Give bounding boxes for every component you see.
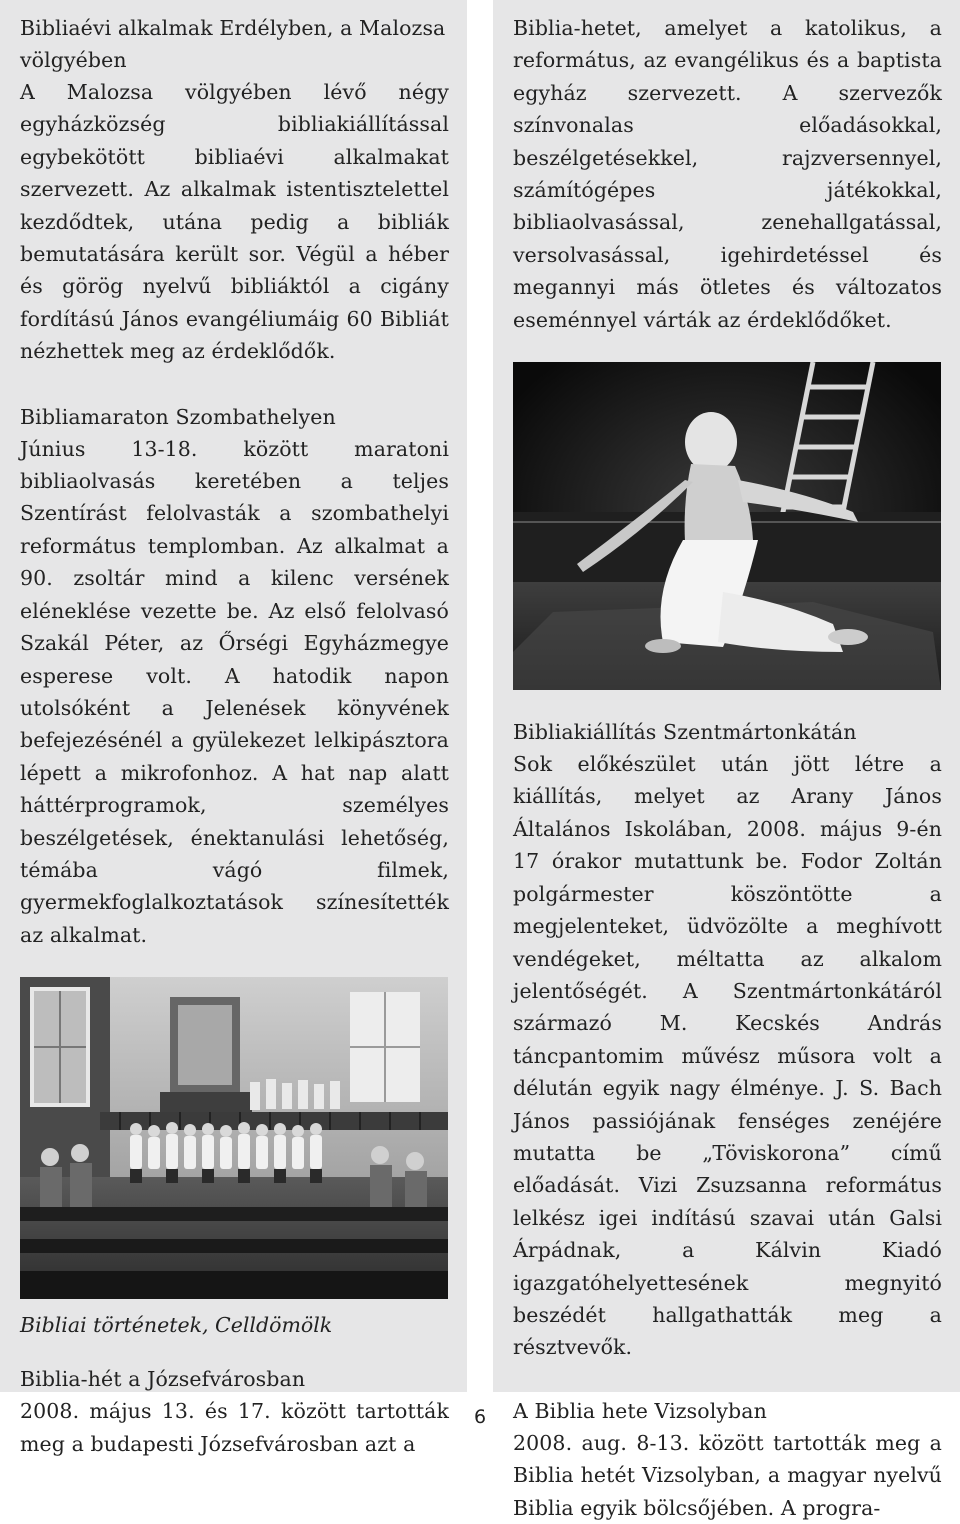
church-photo-image [20,977,448,1299]
article-body: Június 13-18. között maratoni bibliaolvasás keretében a teljes Szentírást felolvasták a szombathelyi református templomban. Az alkalmat a 90. zsoltár mind a kilenc versének eléneklése vezette be. Az első felolvasó Szakál Péter, az Őrségi Egyházmegye esperese volt. A hatodik napon utolsóként a Jelenések könyvének befejezésénél a gyülekezet lelkipásztora lépett a mikrofonhoz. A hat nap alatt háttérprogramok, személyes beszélgetések, énektanulási lehetőség, témába vágó filmek, gyermekfoglalkoztatások színesítették az alkalmat. [20,436,449,947]
right-column [493,0,960,1520]
article-szombathely [20,401,449,952]
article-title: Bibliamaraton Szombathelyen [20,404,336,429]
church-photo [20,977,448,1299]
article-title: Bibliakiállítás Szentmártonkátán [513,720,857,745]
article-body: Biblia-hetet, amelyet a katolikus, a református, az evangélikus és a baptista egyház szervezett. A szervezők színvonalas előadásokkal, beszélgetésekkel, rajzversennyel, számítógépes játékokkal, bibliaolvasással, zenehallgatással, versolvasással, igehirdetéssel és megannyi más ötletes és változatos eseménnyel várták az érdeklődőket. [513,16,942,332]
article-title: A Biblia hete Vizsolyban [513,1398,767,1423]
pantomime-photo-image [513,362,941,690]
page-number: 6 [473,1406,487,1428]
article-title: Bibliaévi alkalmak Erdélyben, a Malozsa völgyében [20,16,446,72]
article-szentmarton [513,716,942,1364]
article-body: 2008. aug. 8-13. között tartották meg a Biblia hetét Vizsolyban, a magyar nyelvű Biblia egyik bölcsőjében. A progra- [513,1430,942,1520]
left-column [0,0,467,1456]
article-title: Biblia-hét a Józsefvárosban [20,1367,306,1392]
photo-caption: Bibliai történetek, Celldömölk [20,1313,333,1338]
article-body: 2008. május 13. és 17. között tartották meg a budapesti Józsefvárosban azt a [20,1399,449,1456]
pantomime-photo [513,362,941,690]
article-body: Sok előkészület után jött létre a kiállítás, melyet az Arany János Általános Iskolában, 2008. május 9-én 17 órakor mutattunk be. Fodor Zoltán polgármester köszöntötte a megjelenteket, üdvözölte a meghívott vendégeket, méltatta az alkalom jelentőségét. A Szentmártonkátáról származó M. Kecskés András táncpantomim művész műsora volt a délután egyik nagy élménye. J. S. Bach János passiójának fenséges zenéjére mutatta be „Töviskorona” című előadását. Vizi Zsuzsanna református lelkész igei indítású szavai után Galsi Árpádnak, a Kálvin Kiadó igazgatóhelyettesének megnyitó beszédét hallgathatták meg a résztvevők. [513,752,942,1360]
article-body: A Malozsa völgyében lévő négy egyházközség bibliakiállítással egybekötött bibliaévi alkalmakat szervezett. Az alkalmak istentisztelettel kezdődtek, utána pedig a bibliák bemutatására került sor. Végül a héber és görög nyelvű bibliáktól a cigány fordítású János evangéliumáig 60 Bibliát nézhettek meg az érdeklődők. [20,80,449,364]
article-malozsa [20,12,449,368]
article-jozsefvaros-continued [513,12,942,336]
